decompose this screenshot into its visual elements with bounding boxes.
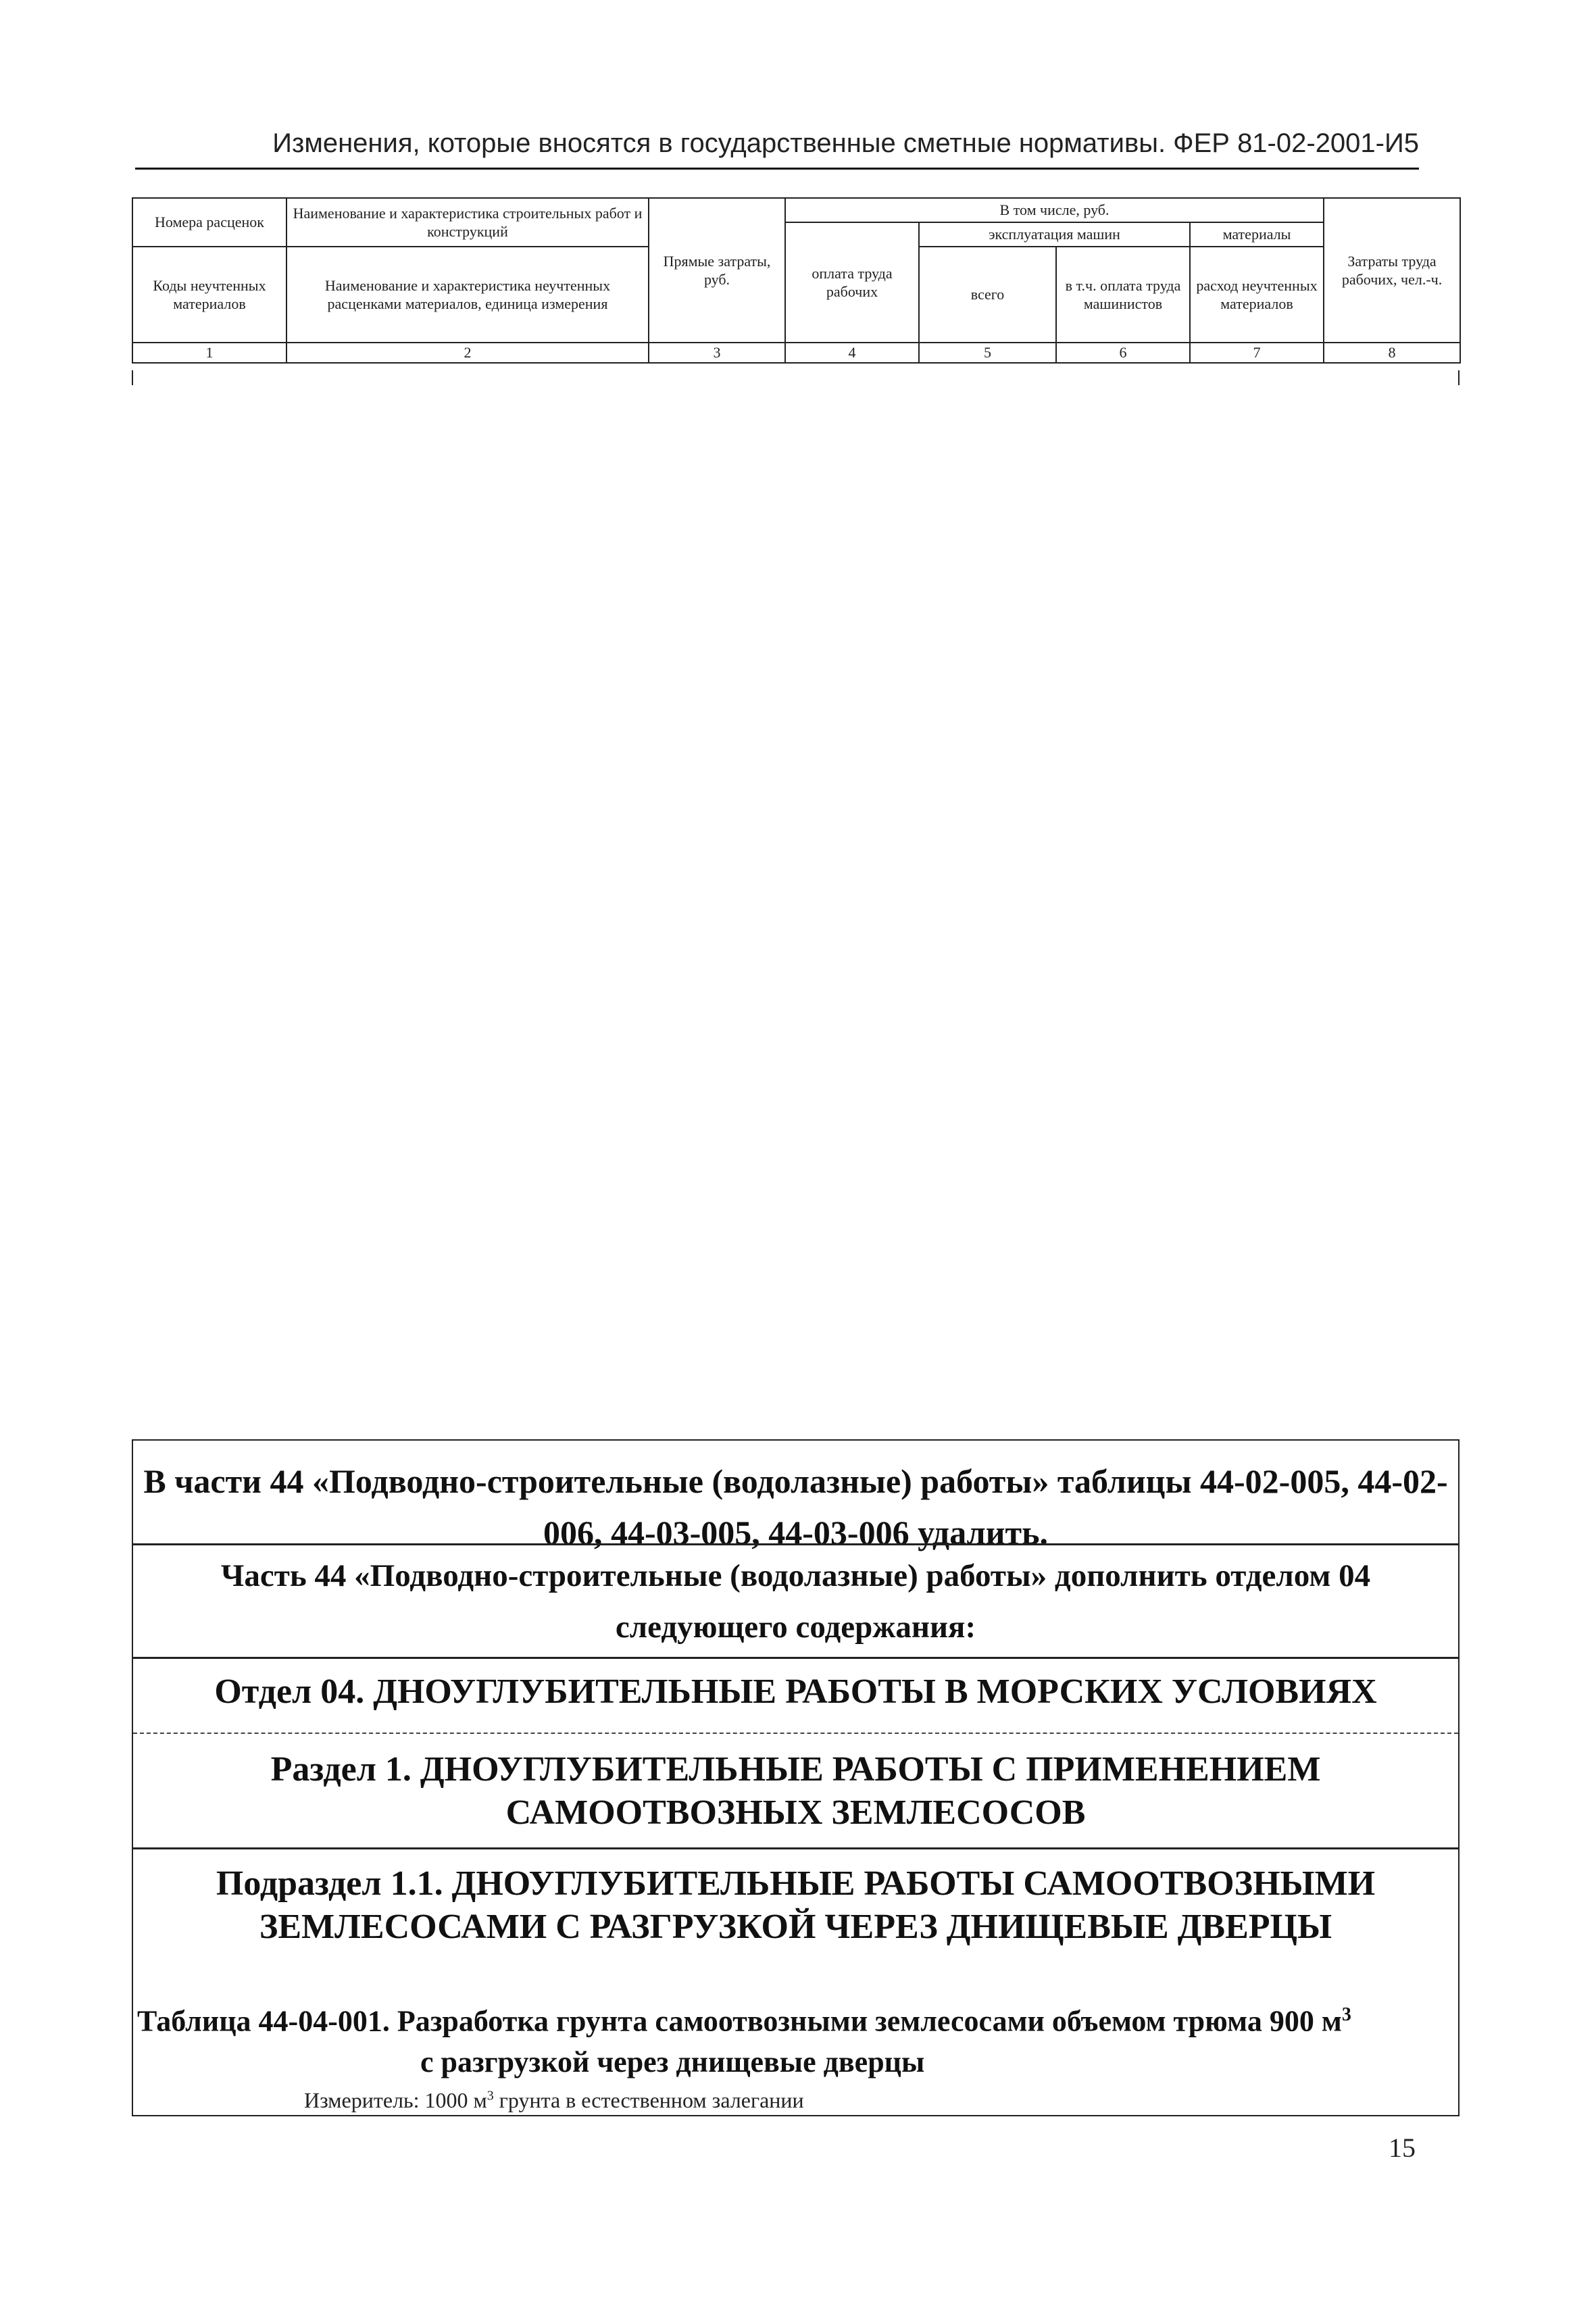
measure-prefix: Измеритель: 1000 м — [304, 2088, 487, 2112]
separator — [133, 1733, 1458, 1734]
header-number-6: 6 — [1056, 343, 1190, 363]
deletion-notice: В части 44 «Подводно-строительные (водолазные) работы» таблицы 44-02-005, 44-02-006, 44-03-005, 44-03-006 удалить. — [143, 1462, 1448, 1551]
department-heading: Отдел 04. ДНОУГЛУБИТЕЛЬНЫЕ РАБОТЫ В МОРСКИХ УСЛОВИЯХ — [214, 1672, 1377, 1711]
measure-suffix: грунта в естественном залегании — [493, 2088, 804, 2112]
table-title — [133, 1995, 1458, 2083]
header-col1-bottom: Коды неучтенных материалов — [132, 247, 286, 343]
box-bottom-rule — [132, 2115, 1460, 2116]
header-table-right-tick — [1458, 370, 1460, 385]
header-col3: Прямые затраты, руб. — [649, 198, 785, 343]
header-table-left-tick — [132, 370, 133, 385]
addition-notice: Часть 44 «Подводно-строительные (водолазные) работы» дополнить отделом 04 следующего содержания: — [220, 1558, 1371, 1645]
header-number-7: 7 — [1190, 343, 1324, 363]
section-heading: Раздел 1. ДНОУГЛУБИТЕЛЬНЫЕ РАБОТЫ С ПРИМЕНЕНИЕМ САМООТВОЗНЫХ ЗЕМЛЕСОСОВ — [270, 1750, 1321, 1832]
header-col1-top: Номера расценок — [132, 198, 286, 247]
header-table — [132, 197, 1461, 364]
header-number-1: 1 — [132, 343, 286, 363]
table-title-line2: с разгрузкой через днищевые дверцы — [420, 2045, 925, 2078]
separator — [133, 1847, 1458, 1849]
header-col4: оплата труда рабочих — [785, 222, 919, 343]
header-col8: Затраты труда рабочих, чел.-ч. — [1324, 198, 1460, 343]
measure-unit — [304, 2088, 804, 2113]
header-machines: эксплуатация машин — [919, 222, 1190, 247]
separator — [133, 1543, 1458, 1545]
header-number-8: 8 — [1324, 343, 1460, 363]
header-number-5: 5 — [919, 343, 1056, 363]
running-header: Изменения, которые вносятся в государственные сметные нормативы. ФЕР 81-02-2001-И5 — [272, 128, 1419, 158]
header-number-3: 3 — [649, 343, 785, 363]
header-col5: всего — [919, 247, 1056, 343]
measure-sup: 3 — [487, 2088, 494, 2104]
subsection-heading: Подраздел 1.1. ДНОУГЛУБИТЕЛЬНЫЕ РАБОТЫ САМООТВОЗНЫМИ ЗЕМЛЕСОСАМИ С РАЗГРУЗКОЙ ЧЕРЕЗ ДНИЩЕВЫЕ ДВЕРЦЫ — [216, 1864, 1376, 1946]
separator — [133, 1657, 1458, 1659]
table-title-line1: Таблица 44-04-001. Разработка грунта самоотвозными землесосами объемом трюма 900 м — [137, 2004, 1342, 2038]
header-number-2: 2 — [286, 343, 649, 363]
header-col7: расход неучтенных материалов — [1190, 247, 1324, 343]
section-box — [132, 1439, 1460, 2115]
page-number: 15 — [1389, 2133, 1416, 2163]
header-number-4: 4 — [785, 343, 919, 363]
header-col2-bottom: Наименование и характеристика неучтенных расценками материалов, единица измерения — [286, 247, 649, 343]
header-col6: в т.ч. оплата труда машинистов — [1056, 247, 1190, 343]
table-title-sup: 3 — [1341, 2004, 1351, 2025]
header-col2-top: Наименование и характеристика строительных работ и конструкций — [286, 198, 649, 247]
header-materials: материалы — [1190, 222, 1324, 247]
header-rule — [135, 168, 1419, 170]
header-in-total: В том числе, руб. — [785, 198, 1324, 222]
